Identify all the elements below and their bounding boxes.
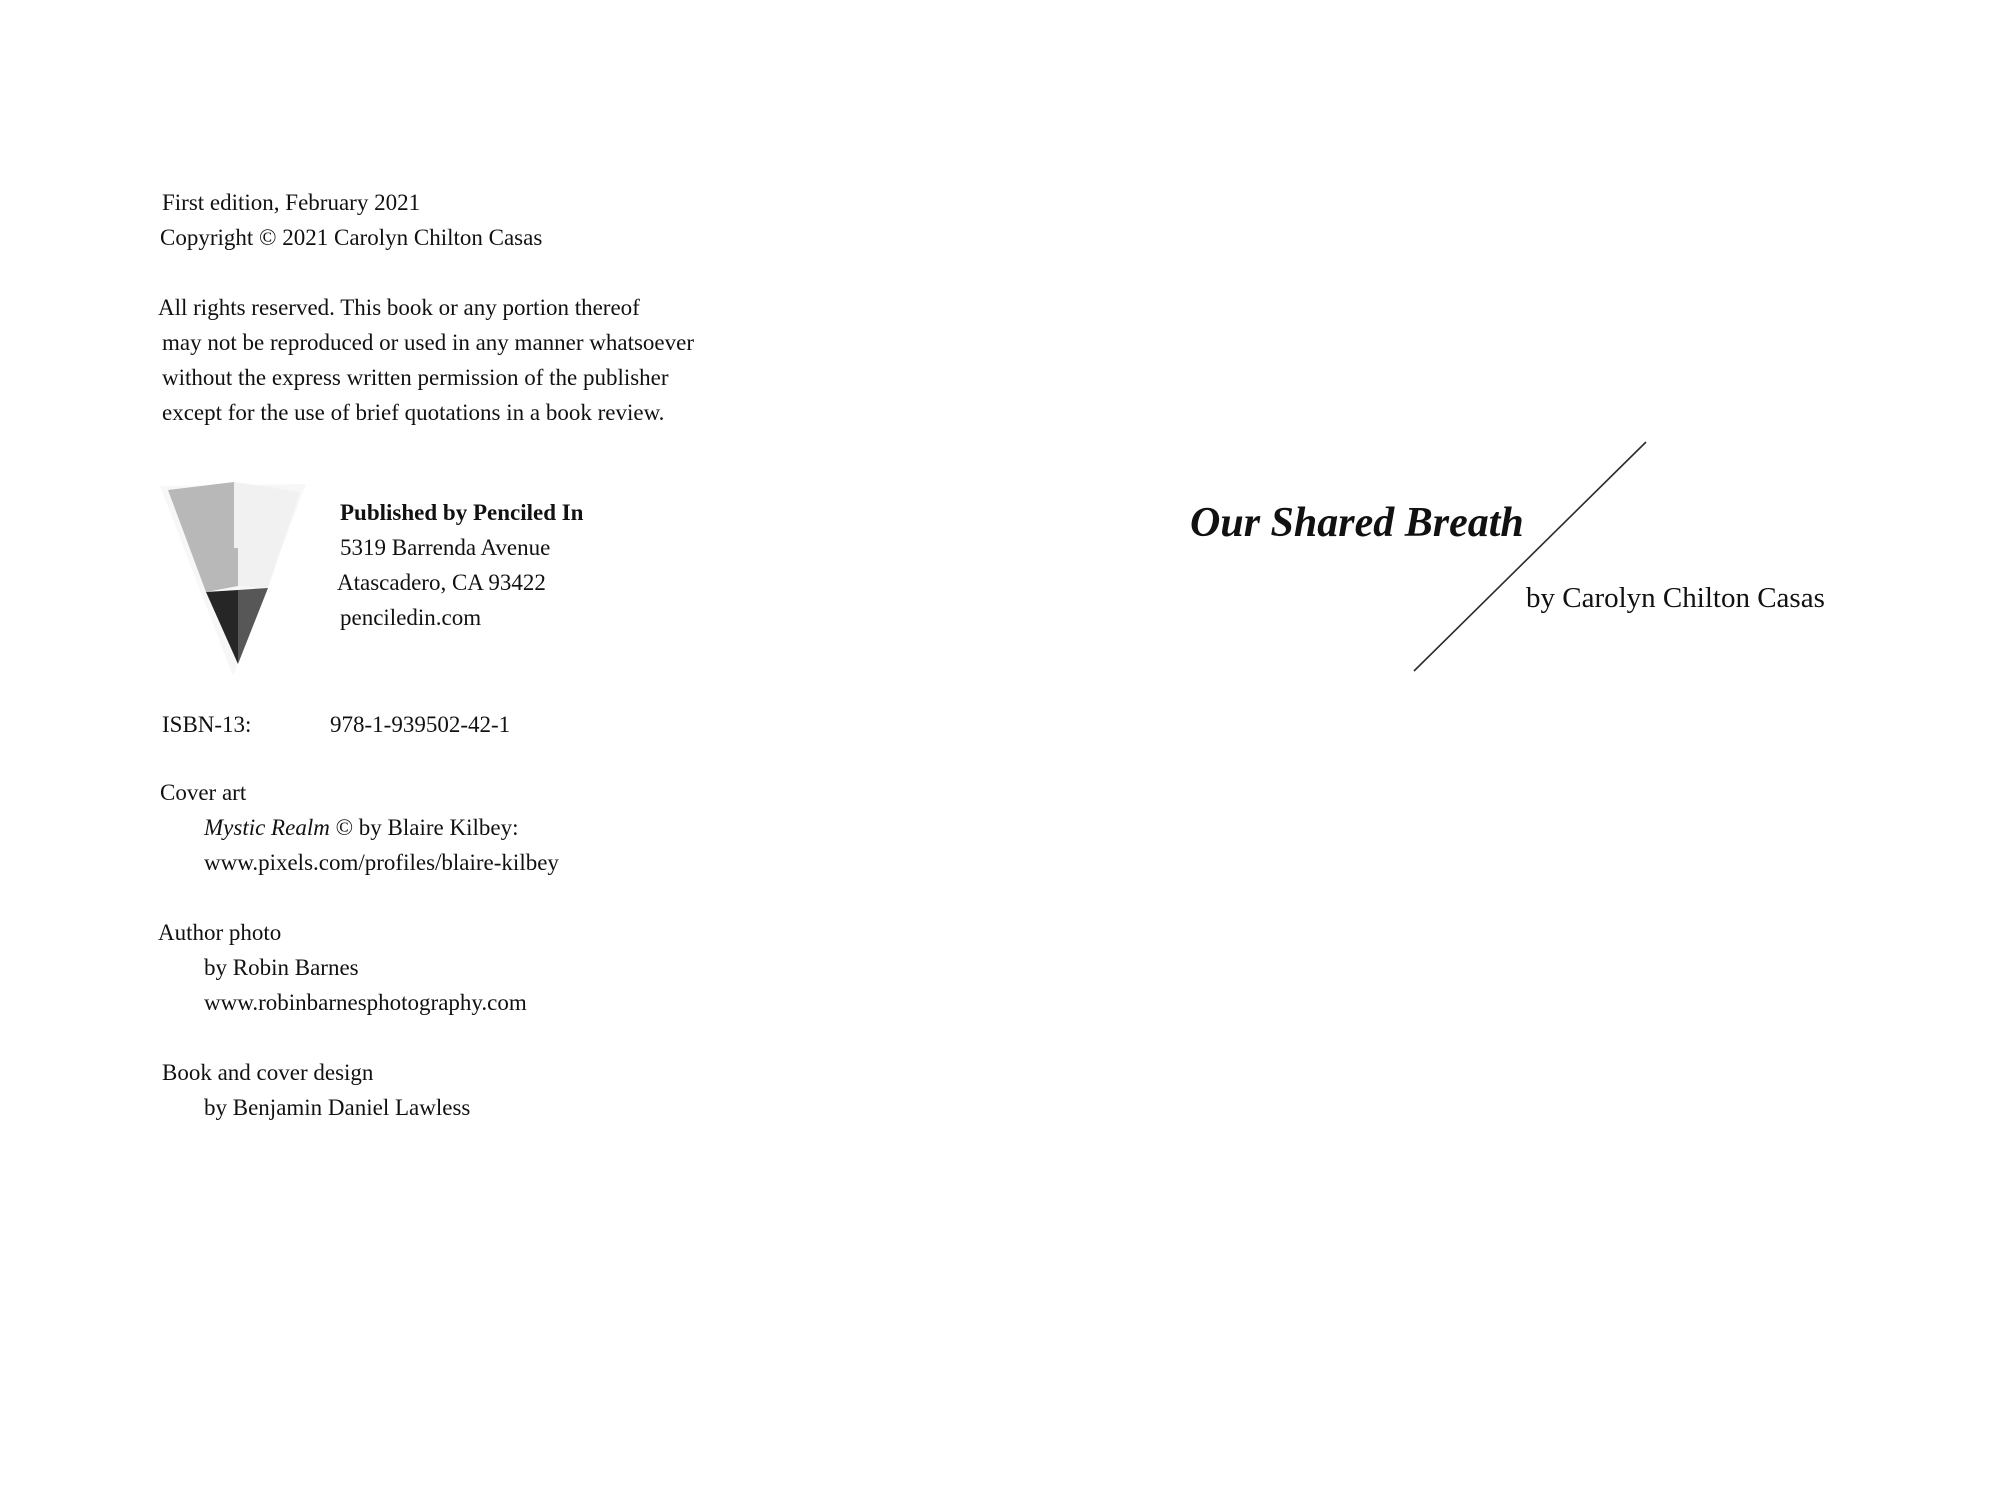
book-title: Our Shared Breath	[1190, 500, 1524, 546]
cover-art-artist: © by Blaire Kilbey:	[329, 815, 519, 840]
isbn-label: ISBN-13:	[162, 712, 252, 737]
rights-line: may not be reproduced or used in any manner whatsoever	[162, 330, 695, 355]
publisher-address-line1: 5319 Barrenda Avenue	[340, 535, 551, 560]
copyright-line: Copyright © 2021 Carolyn Chilton Casas	[160, 225, 543, 250]
author-photo-url: www.robinbarnesphotography.com	[204, 990, 527, 1015]
cover-art-title: Mystic Realm	[204, 815, 330, 840]
cover-art-url: www.pixels.com/profiles/blaire-kilbey	[204, 850, 559, 875]
design-heading: Book and cover design	[162, 1060, 374, 1085]
rights-line: All rights reserved. This book or any portion thereof	[158, 295, 640, 320]
author-photo-credit: by Robin Barnes	[204, 955, 359, 980]
pencil-tip-logo-icon	[160, 476, 306, 676]
design-credit: by Benjamin Daniel Lawless	[204, 1095, 471, 1120]
publisher-address-line2: Atascadero, CA 93422	[337, 570, 546, 595]
cover-art-heading: Cover art	[160, 780, 247, 805]
cover-art-credit	[204, 813, 519, 843]
isbn-value: 978-1-939502-42-1	[330, 712, 511, 737]
rights-line: except for the use of brief quotations in a book review.	[162, 400, 665, 425]
publisher-name: Published by Penciled In	[340, 500, 584, 525]
publisher-website: penciledin.com	[340, 605, 482, 630]
rights-line: without the express written permission of the publisher	[162, 365, 669, 390]
author-photo-heading: Author photo	[158, 920, 282, 945]
edition-line: First edition, February 2021	[162, 190, 421, 215]
diagonal-divider-line	[1410, 440, 1650, 675]
book-author: by Carolyn Chilton Casas	[1526, 582, 1825, 614]
